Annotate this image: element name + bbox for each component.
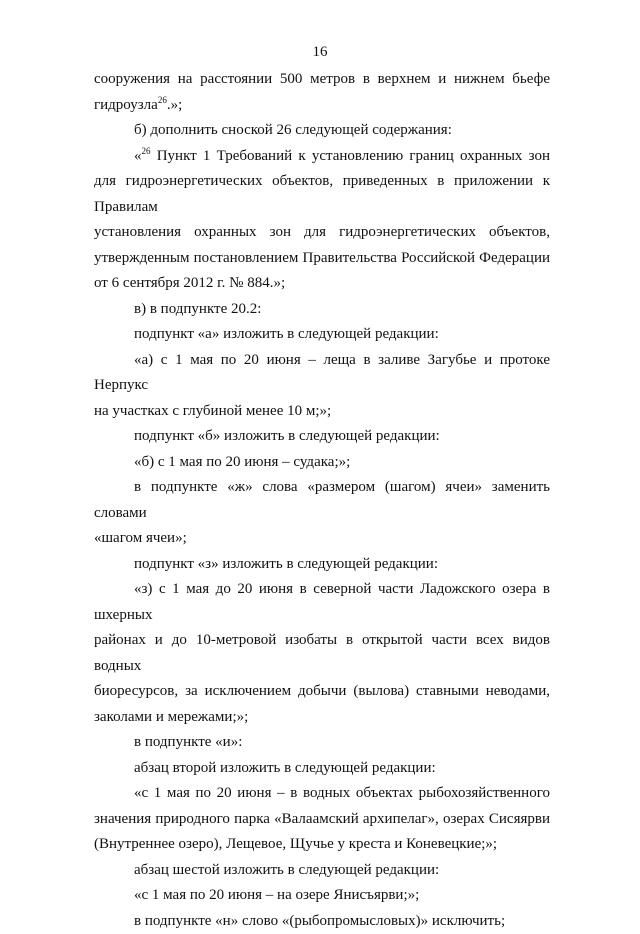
page-number: 16	[0, 44, 640, 61]
paragraph-line: «з) с 1 мая до 20 июня в северной части Ладожского озера в шхерных	[94, 577, 550, 628]
text-span: .»;	[167, 97, 182, 113]
paragraph: в подпункте «и»:	[94, 730, 550, 756]
paragraph-line: установления охранных зон для гидроэнергетических объектов,	[94, 220, 550, 246]
paragraph: в) в подпункте 20.2:	[94, 297, 550, 323]
paragraph-line: биоресурсов, за исключением добычи (вылова) ставными неводами,	[94, 679, 550, 705]
footnote-ref: 26	[142, 146, 151, 156]
footnote-ref: 26	[158, 95, 167, 105]
paragraph-line: (Внутреннее озеро), Лещевое, Щучье у креста и Коневецкие;»;	[94, 832, 550, 858]
paragraph-line: сооружения на расстоянии 500 метров в верхнем и нижнем бьефе	[94, 67, 550, 93]
paragraph-line: «а) с 1 мая по 20 июня – леща в заливе Загубье и протоке Нерпукс	[94, 348, 550, 399]
paragraph-line	[94, 93, 550, 119]
paragraph-line: районах и до 10-метровой изобаты в открытой части всех видов водных	[94, 628, 550, 679]
text-span: «	[134, 148, 142, 164]
paragraph: в подпункте «н» слово «(рыбопромысловых)» исключить;	[94, 909, 550, 934]
paragraph-line: утвержденным постановлением Правительства Российской Федерации	[94, 246, 550, 272]
paragraph-line: значения природного парка «Валаамский архипелаг», озерах Сисяярви	[94, 807, 550, 833]
paragraph: абзац второй изложить в следующей редакции:	[94, 756, 550, 782]
paragraph-line: на участках с глубиной менее 10 м;»;	[94, 399, 550, 425]
text-span: гидроузла	[94, 97, 158, 113]
paragraph-line: от 6 сентября 2012 г. № 884.»;	[94, 271, 550, 297]
paragraph-line: «шагом ячеи»;	[94, 526, 550, 552]
paragraph-line: заколами и мережами;»;	[94, 705, 550, 731]
paragraph: «с 1 мая по 20 июня – на озере Янисъярви;»;	[94, 883, 550, 909]
paragraph: б) дополнить сноской 26 следующей содержания:	[94, 118, 550, 144]
paragraph: абзац шестой изложить в следующей редакции:	[94, 858, 550, 884]
text-span: Пункт 1 Требований к установлению границ охранных зон	[151, 148, 551, 164]
paragraph-line: для гидроэнергетических объектов, приведенных в приложении к Правилам	[94, 169, 550, 220]
paragraph-line: в подпункте «ж» слова «размером (шагом) ячеи» заменить словами	[94, 475, 550, 526]
paragraph: подпункт «з» изложить в следующей редакции:	[94, 552, 550, 578]
document-body	[94, 67, 550, 934]
paragraph-line: «с 1 мая по 20 июня – в водных объектах рыбохозяйственного	[94, 781, 550, 807]
paragraph: «б) с 1 мая по 20 июня – судака;»;	[94, 450, 550, 476]
paragraph: подпункт «б» изложить в следующей редакции:	[94, 424, 550, 450]
paragraph: подпункт «а» изложить в следующей редакции:	[94, 322, 550, 348]
paragraph-line	[94, 144, 550, 170]
